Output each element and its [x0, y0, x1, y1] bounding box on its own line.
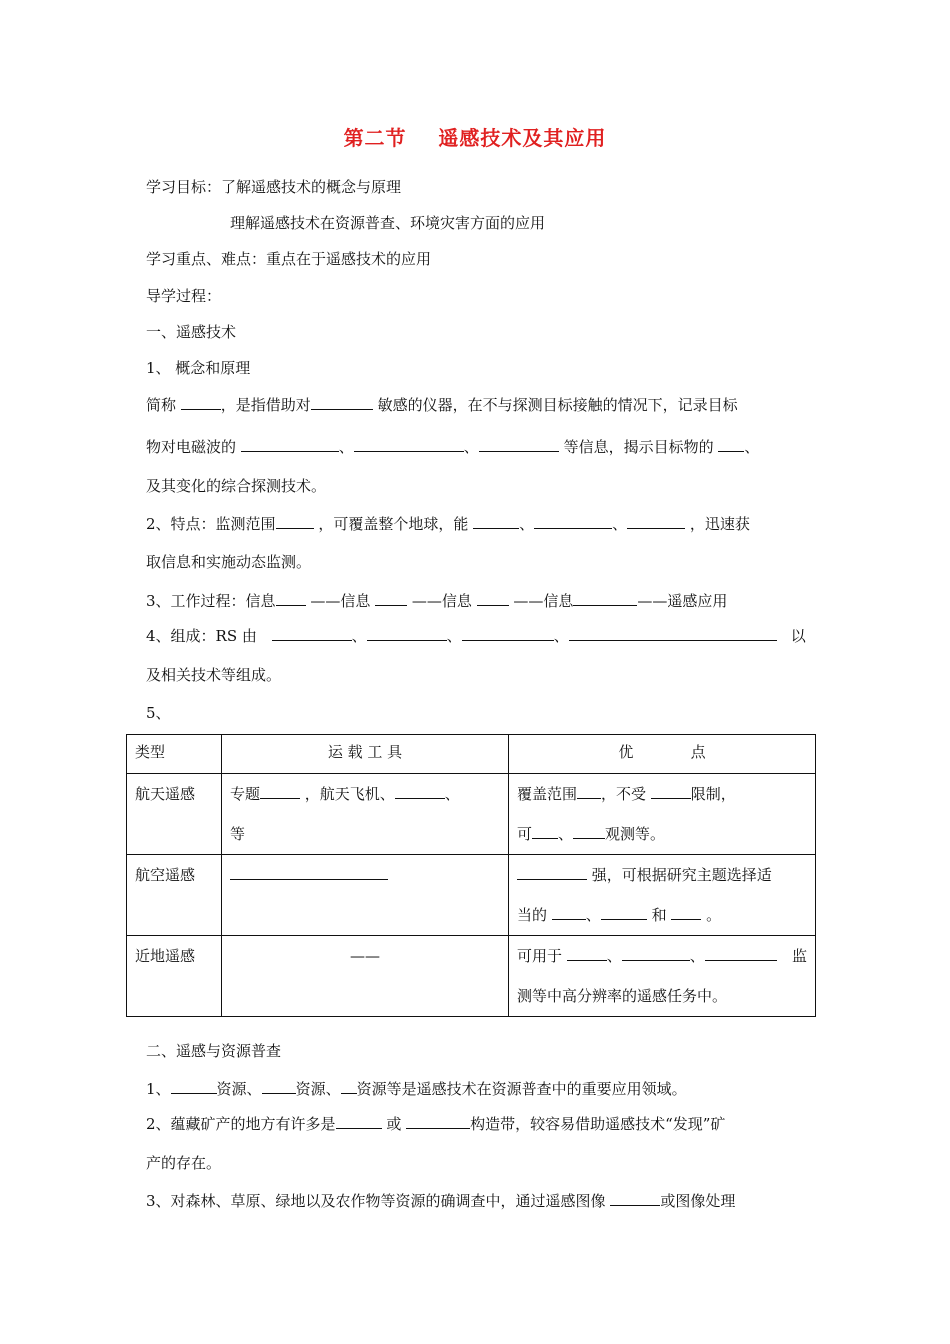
blank[interactable] [610, 1189, 660, 1206]
blank[interactable] [601, 903, 647, 920]
blank[interactable] [367, 624, 447, 641]
row-tool [222, 855, 509, 936]
blank[interactable] [272, 624, 352, 641]
row-advantage: 覆盖范围 ，不受 限制， 可 、 观测等。 [509, 774, 816, 855]
row-type: 航天遥感 [127, 774, 222, 855]
blank[interactable] [573, 589, 637, 606]
blank[interactable] [375, 589, 407, 606]
blank[interactable] [651, 782, 691, 799]
blank[interactable] [276, 589, 306, 606]
item5-label: 5、 [146, 704, 171, 722]
blank[interactable] [718, 435, 744, 452]
blank[interactable] [262, 1077, 296, 1094]
blank[interactable] [181, 393, 221, 410]
blank[interactable] [573, 822, 605, 839]
row-type: 航空遥感 [127, 855, 222, 936]
table-row [127, 855, 816, 936]
item2-line1: 2、特点：监测范围 ，可覆盖整个地球，能 、 、 ，迅速获 [146, 512, 750, 534]
table-header-advantage: 优 点 [509, 735, 816, 774]
table-row [127, 936, 816, 1017]
item4-line2: 及相关技术等组成。 [146, 666, 282, 684]
remote-sensing-table [126, 734, 816, 1017]
item1-paragraph-line1: 简称 ，是指借助对 敏感的仪器，在不与探测目标接触的情况下，记录目标 [146, 393, 738, 415]
row-tool: —— [222, 936, 509, 1017]
learning-goals-line2: 理解遥感技术在资源普查、环境灾害方面的应用 [230, 214, 546, 232]
blank[interactable] [276, 512, 314, 529]
blank[interactable] [241, 435, 339, 452]
blank[interactable] [567, 944, 607, 961]
blank[interactable] [622, 944, 690, 961]
blank[interactable] [569, 624, 777, 641]
item2-line2: 取信息和实施动态监测。 [146, 553, 312, 571]
section2-item3: 3、对森林、草原、绿地以及农作物等资源的确调查中，通过遥感图像 或图像处理 [146, 1189, 735, 1211]
learning-goals-label: 学习目标： [146, 178, 222, 196]
blank[interactable] [517, 863, 587, 880]
learning-goals-line1: 学习目标：了解遥感技术的概念与原理 [146, 178, 402, 196]
blank[interactable] [311, 393, 373, 410]
blank[interactable] [479, 435, 559, 452]
table-row [127, 774, 816, 855]
blank[interactable] [336, 1112, 382, 1129]
section2-item2-line1: 2、蕴藏矿产的地方有许多是 或 构造带，较容易借助遥感技术“发现”矿 [146, 1112, 725, 1134]
row-advantage: 强，可根据研究主题选择适 当的 、 和 。 [509, 855, 816, 936]
blank[interactable] [671, 903, 701, 920]
blank[interactable] [395, 782, 445, 799]
section1-heading: 一、遥感技术 [146, 323, 237, 341]
blank[interactable] [577, 782, 601, 799]
blank[interactable] [627, 512, 685, 529]
row-type: 近地遥感 [127, 936, 222, 1017]
blank[interactable] [473, 512, 519, 529]
page-title: 第二节 遥感技术及其应用 [343, 126, 607, 150]
section2-heading: 二、遥感与资源普查 [146, 1042, 282, 1060]
section2-item2-line2: 产的存在。 [146, 1154, 222, 1172]
blank[interactable] [462, 624, 554, 641]
blank[interactable] [705, 944, 777, 961]
process-label: 导学过程： [146, 287, 222, 305]
blank[interactable] [552, 903, 586, 920]
table-header-row [127, 735, 816, 774]
blank[interactable] [354, 435, 464, 452]
blank[interactable] [534, 512, 612, 529]
blank[interactable] [230, 863, 388, 880]
row-tool: 专题 ，航天飞机、 、 等 [222, 774, 509, 855]
item1-paragraph-line2: 物对电磁波的 、 、 等信息，揭示目标物的 、 [146, 435, 759, 457]
item3-line: 3、工作过程：信息 ——信息 ——信息 ——信息 ——遥感应用 [146, 589, 727, 611]
item1-heading: 1、 概念和原理 [146, 359, 251, 377]
key-points: 学习重点、难点：重点在于遥感技术的应用 [146, 250, 432, 268]
item4-line1: 4、组成：RS 由 、 、 、 以 [146, 624, 806, 646]
table-header-tool: 运 载 工 具 [222, 735, 509, 774]
section2-item1: 1、 资源、 资源、 资源等是遥感技术在资源普查中的重要应用领域。 [146, 1077, 687, 1099]
blank[interactable] [406, 1112, 470, 1129]
blank[interactable] [171, 1077, 217, 1094]
blank[interactable] [532, 822, 558, 839]
blank[interactable] [260, 782, 300, 799]
row-advantage: 可用于 、 、 监 测等中高分辨率的遥感任务中。 [509, 936, 816, 1017]
table-header-type: 类型 [127, 735, 222, 774]
blank[interactable] [341, 1077, 357, 1094]
item1-paragraph-line3: 及其变化的综合探测技术。 [146, 477, 327, 495]
blank[interactable] [477, 589, 509, 606]
